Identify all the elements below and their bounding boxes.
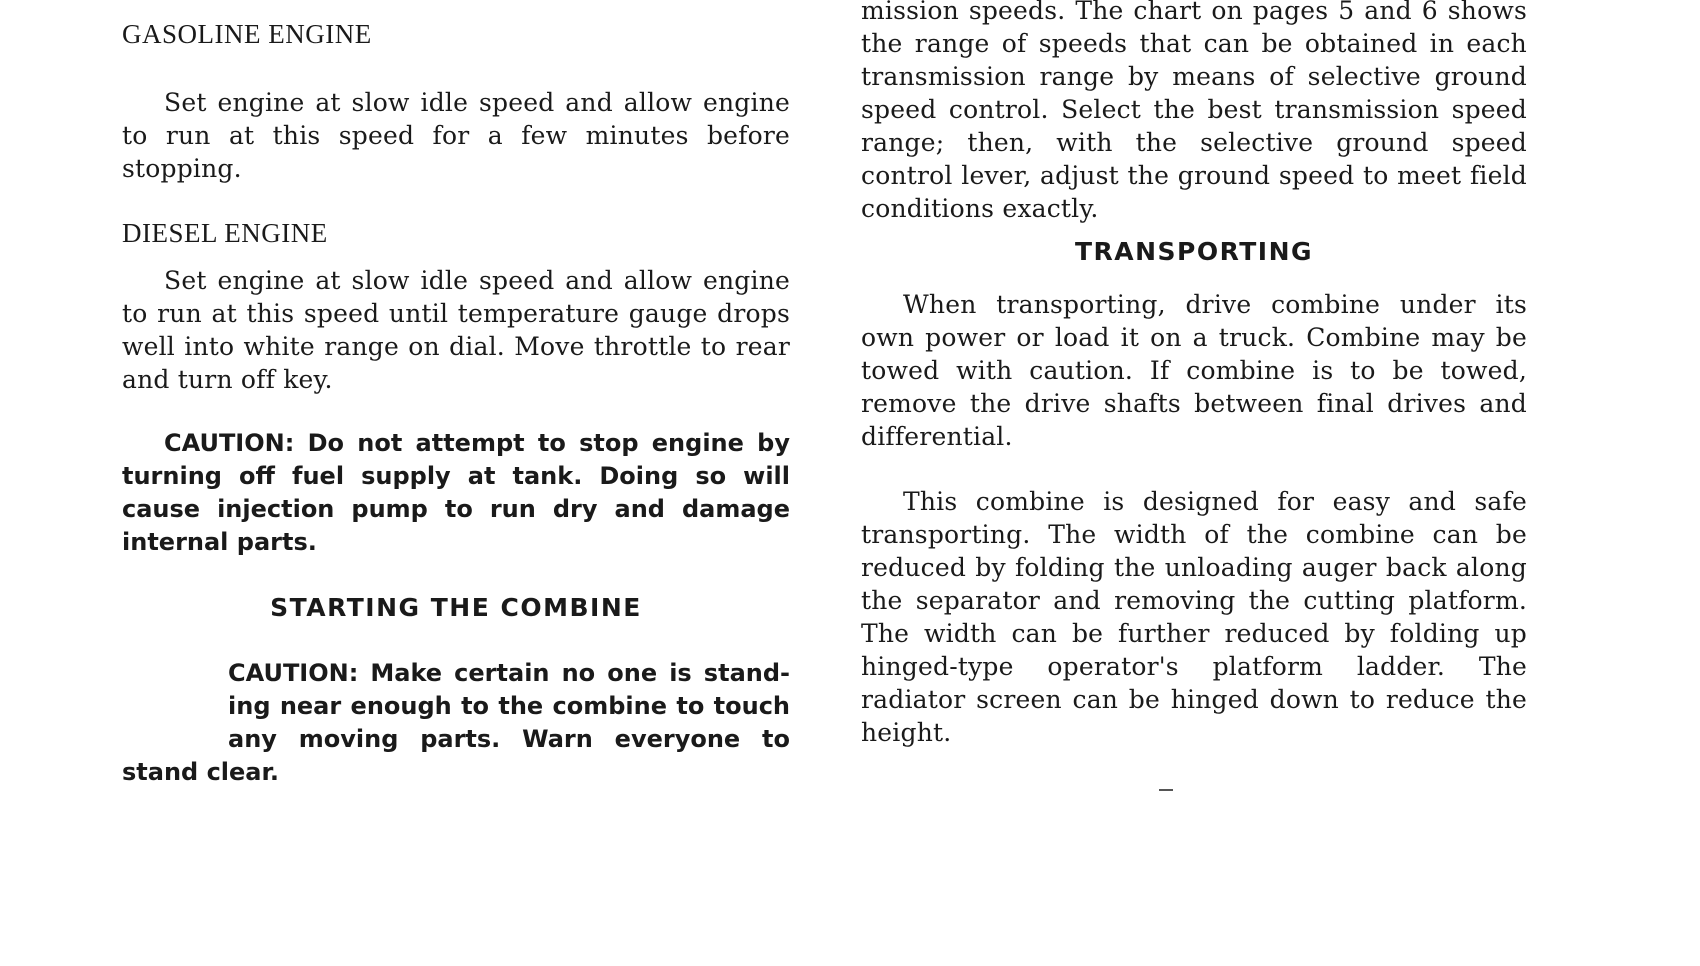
page-mark [1159, 789, 1173, 791]
transporting-text-1: When transporting, drive combine under its own power or load it on a truck. Combine may be towed with caution. If combine is to be towed, remove the drive shafts between final drives and differential. [861, 290, 1527, 451]
transmission-speeds-text: mission speeds. The chart on pages 5 and 6 shows the range of speeds that can be obtained in each transmission range by means of selective ground speed control. Select the best transmission speed range; then, with the selective ground speed control lever, adjust the ground speed to meet field conditions exactly. [861, 0, 1527, 223]
transporting-text-2: This combine is designed for easy and safe transporting. The width of the combine can be reduced by folding the unloading auger back along the separator and removing the cutting platform. The width can be further reduced by folding up hinged-type operator's platform ladder. The radiator screen can be hinged down to reduce the height. [861, 487, 1527, 747]
caution-fuel-supply: CAUTION: Do not attempt to stop engine by turning off fuel supply at tank. Doing so will cause injection pump to run dry and damage internal parts. [122, 429, 790, 556]
gasoline-engine-text: Set engine at slow idle speed and allow engine to run at this speed for a few minutes before stopping. [122, 88, 790, 183]
starting-combine-heading: STARTING THE COMBINE [270, 593, 642, 622]
transporting-heading: TRANSPORTING [1074, 237, 1314, 266]
diesel-engine-heading: DIESEL ENGINE [122, 218, 328, 248]
caution-line: CAUTION: Make certain no one is stand- [228, 659, 790, 687]
gasoline-engine-heading: GASOLINE ENGINE [122, 19, 372, 49]
caution-line: ing near enough to the combine to touch [228, 692, 790, 720]
diesel-engine-text: Set engine at slow idle speed and allow engine to run at this speed until temperature gauge drops well into white range on dial. Move throttle to rear and turn off key. [122, 266, 790, 394]
caution-standing-clear [122, 657, 790, 789]
caution-line: stand clear. [122, 758, 280, 786]
caution-line: any moving parts. Warn everyone to [228, 725, 790, 753]
